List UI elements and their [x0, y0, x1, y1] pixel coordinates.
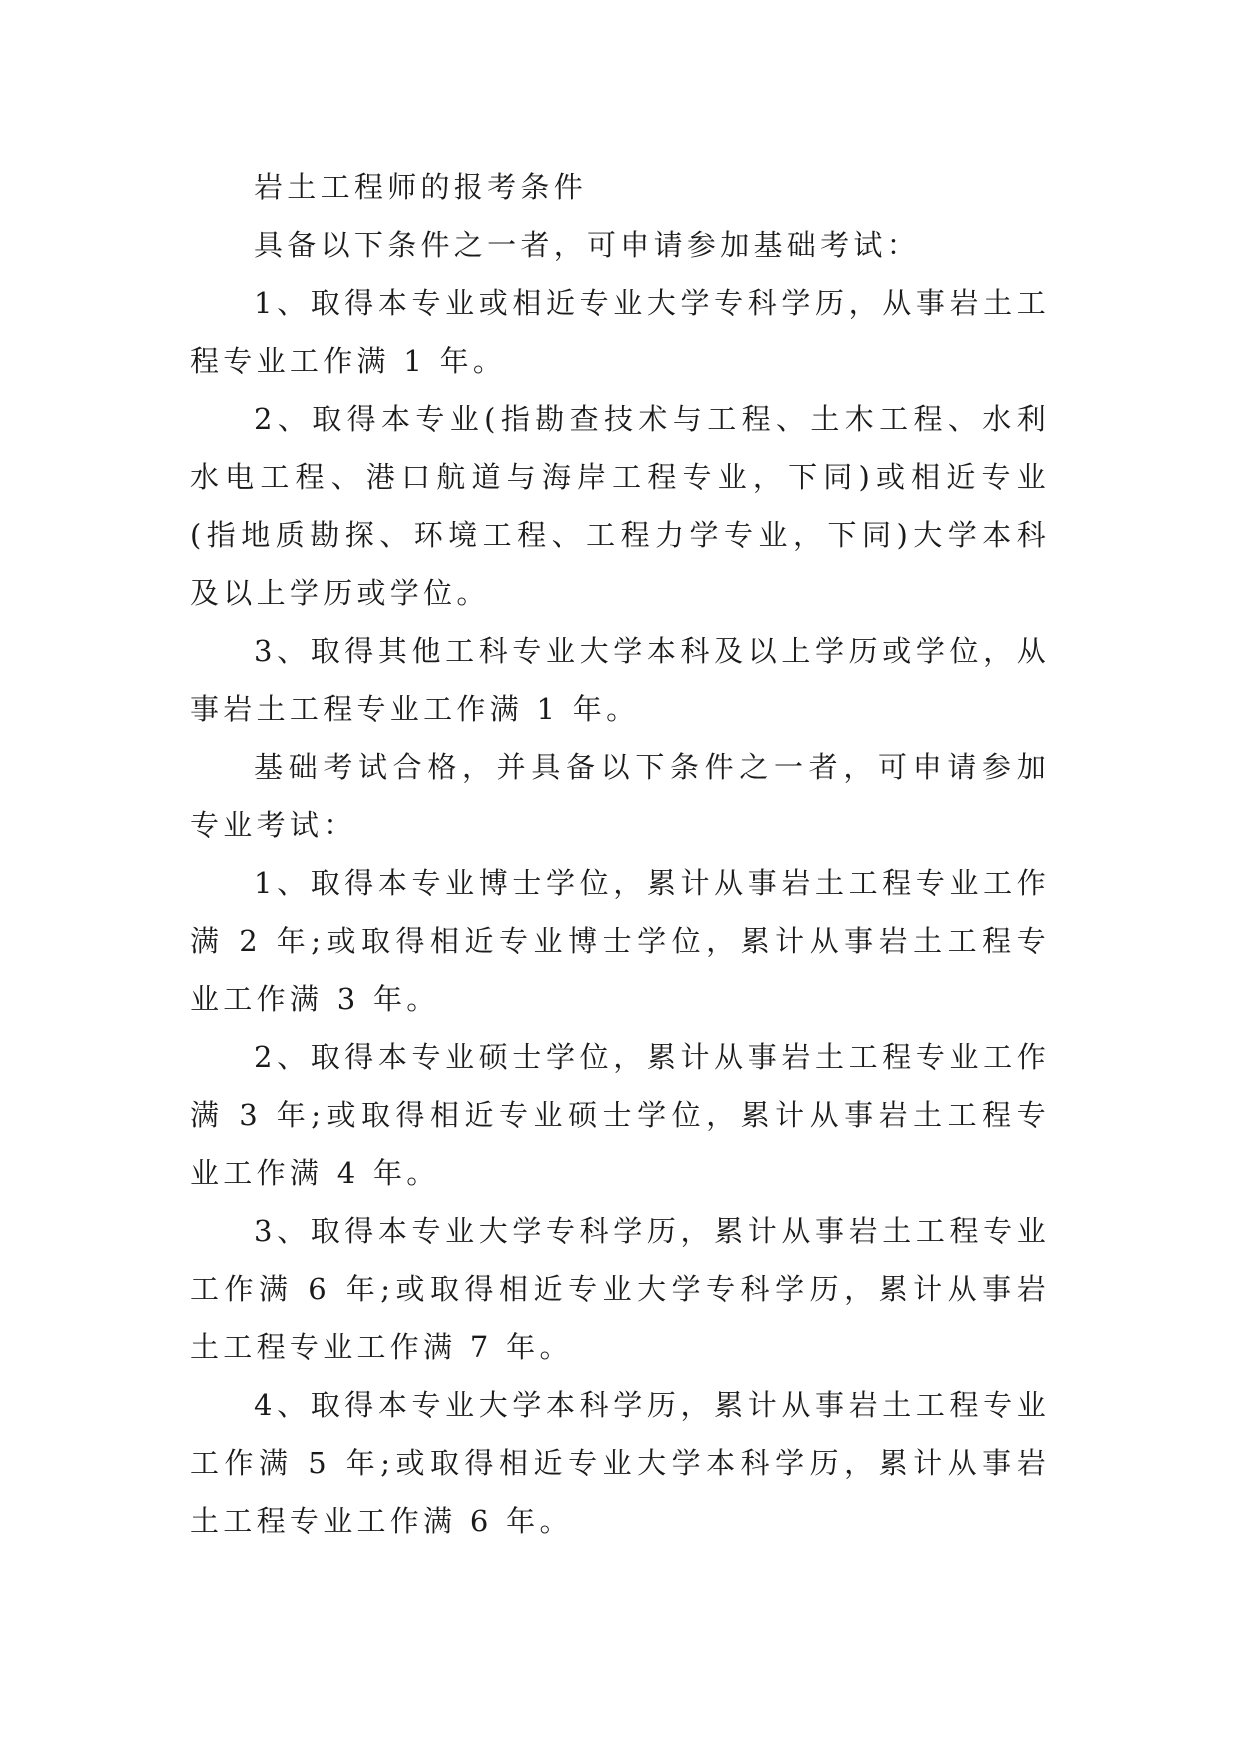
document-title: 岩土工程师的报考条件 — [254, 170, 588, 204]
paragraph: 1、取得本专业或相近专业大学专科学历，从事岩土工程专业工作满 1 年。 — [190, 286, 1050, 378]
paragraph: 2、取得本专业硕士学位，累计从事岩土工程专业工作满 3 年;或取得相近专业硕士学位，累计从事岩土工程专业工作满 4 年。 — [190, 1040, 1050, 1190]
paragraph: 2、取得本专业(指勘查技术与工程、土木工程、水利水电工程、港口航道与海岸工程专业，下同)或相近专业(指地质勘探、环境工程、工程力学专业，下同)大学本科及以上学历或学位。 — [190, 402, 1050, 610]
paragraph: 基础考试合格，并具备以下条件之一者，可申请参加专业考试： — [190, 750, 1050, 842]
paragraph: 3、取得其他工科专业大学本科及以上学历或学位，从事岩土工程专业工作满 1 年。 — [190, 634, 1050, 726]
paragraph: 3、取得本专业大学专科学历，累计从事岩土工程专业工作满 6 年;或取得相近专业大学专科学历，累计从事岩土工程专业工作满 7 年。 — [190, 1214, 1050, 1364]
paragraph: 具备以下条件之一者，可申请参加基础考试： — [254, 228, 921, 262]
paragraph: 1、取得本专业博士学位，累计从事岩土工程专业工作满 2 年;或取得相近专业博士学位，累计从事岩土工程专业工作满 3 年。 — [190, 866, 1050, 1016]
paragraph: 4、取得本专业大学本科学历，累计从事岩土工程专业工作满 5 年;或取得相近专业大学本科学历，累计从事岩土工程专业工作满 6 年。 — [190, 1388, 1050, 1538]
document-body — [190, 158, 1050, 1550]
